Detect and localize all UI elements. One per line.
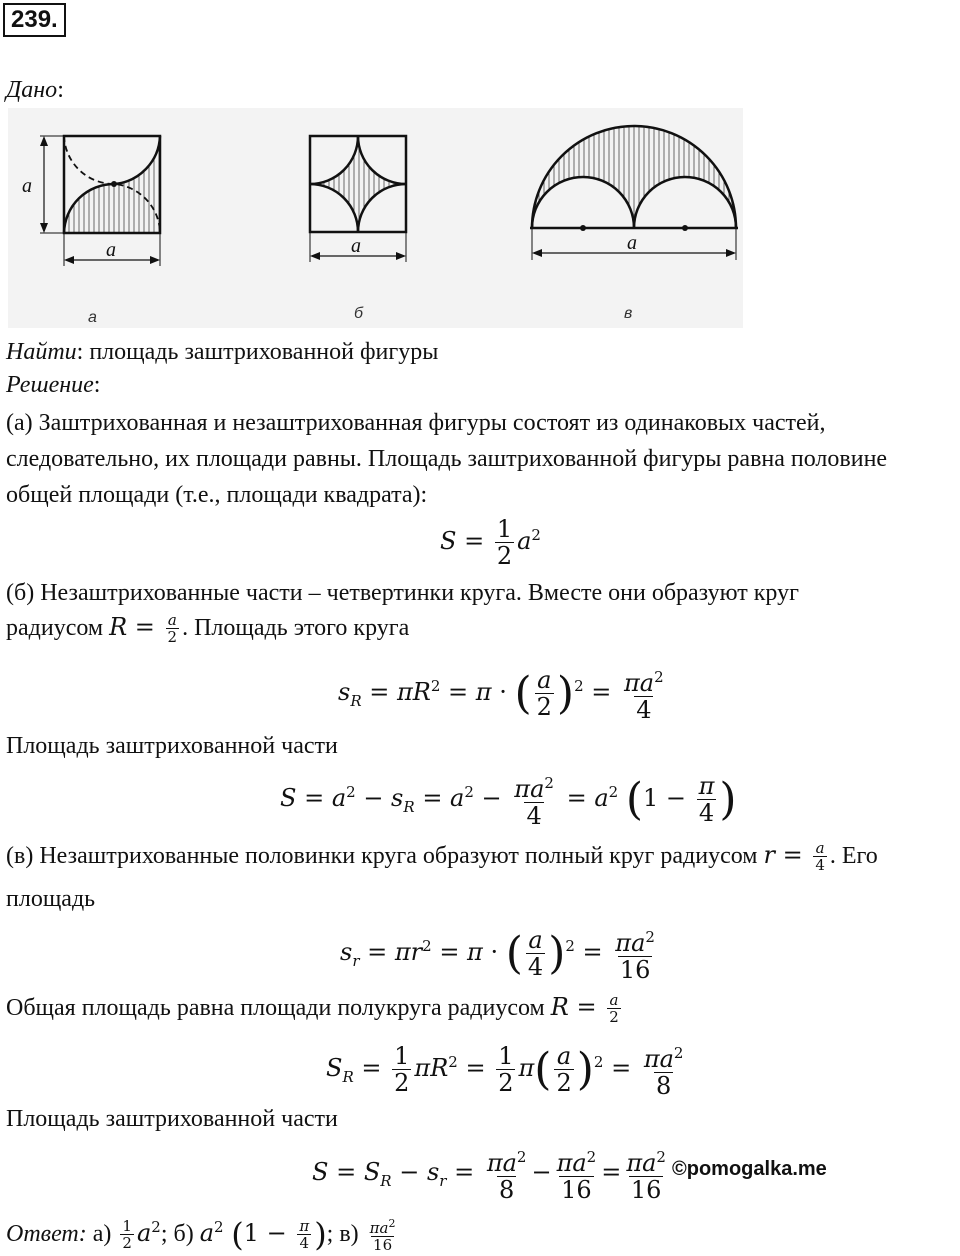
part-c-total-text: Общая площадь равна площади полукруга радиусом R = $\frac{a}{2}$: [6, 991, 619, 1026]
part-b-line2: радиусом R = $\frac{a}{2}$ . Площадь этого круга: [6, 611, 410, 646]
site-credit: ©pomogalka.me: [672, 1158, 827, 1180]
find-text: : площадь заштрихованной фигуры: [76, 339, 439, 365]
figure-label-a: а: [88, 309, 97, 326]
part-a-line1: (а) Заштрихованная и незаштрихованная фигуры состоят из одинаковых частей,: [6, 410, 826, 436]
solution-line: Решение:: [6, 372, 101, 398]
figure-label-b: б: [354, 305, 363, 322]
given-line: Дано:: [6, 77, 64, 103]
figure-panel: [8, 108, 743, 328]
figure-a: [40, 136, 160, 266]
part-c-shaded-text: Площадь заштрихованной части: [6, 1106, 338, 1132]
part-b-line1: (б) Незаштрихованные части – четвертинки круга. Вместе они образуют круг: [6, 580, 799, 606]
part-b-shaded-text: Площадь заштрихованной части: [6, 733, 338, 759]
find-line: [6, 337, 438, 367]
part-a-line2: следовательно, их площади равны. Площадь заштрихованной фигуры равна половине: [6, 446, 888, 472]
geometry-figures: [8, 108, 743, 328]
formula-b-shaded: $S = a^2 - s_R = a^2$ − $\frac{\pi a^2}{4}$ = $a^2$ (1 − $\frac{\pi}{4}$ ): [280, 772, 737, 830]
dim-label-b: a: [351, 235, 361, 257]
solution-label: Решение: [6, 372, 94, 398]
part-c-line2: площадь: [6, 886, 96, 912]
part-a-line3: общей площади (т.е., площади квадрата):: [6, 482, 428, 508]
problem-number: 239.: [3, 3, 66, 37]
part-c-line1: (в) Незаштрихованные половинки круга образуют полный круг радиусом r = $\frac{a}{4}$ . Его: [6, 839, 878, 874]
dim-label-a-horizontal: a: [106, 239, 116, 261]
dim-label-a-vertical: a: [22, 175, 32, 197]
formula-c-semicircle: $S_R$ = $\frac{1}{2}$ $\pi R^2$ = $\frac{1}{2}$ π( $\frac{a}{2}$ )$^2$ = $\frac{\pi a^2}{8}$: [326, 1042, 684, 1100]
figure-label-c: в: [624, 305, 633, 322]
dim-label-c: a: [627, 232, 637, 254]
formula-b-circle: $s_R = \pi R^2 = \pi$ · ( $\frac{a}{2}$ )$^2$ = $\frac{\pi a^2}{4}$: [338, 666, 664, 724]
answer-line: Ответ: а) $\frac{1}{2}$ $a^2$; б) $a^2$ (1 − $\frac{\pi}{4}$ ); в) $\frac{\pi a^2}{16}$: [6, 1215, 396, 1254]
given-label: Дано: [6, 77, 58, 103]
formula-a: S = $\frac{1}{2}$ $a^2$: [440, 515, 541, 570]
formula-c-small-circle: $s_r = \pi r^2 = \pi$ · ( $\frac{a}{4}$ )$^2$ = $\frac{\pi a^2}{16}$: [340, 926, 655, 984]
find-label: Найти: [6, 339, 77, 365]
formula-c-shaded: $S = S_R - s_r$ = $\frac{\pi a^2}{8}$ − $\frac{\pi a^2}{16}$ = $\frac{\pi a^2}{16}$: [312, 1148, 666, 1204]
